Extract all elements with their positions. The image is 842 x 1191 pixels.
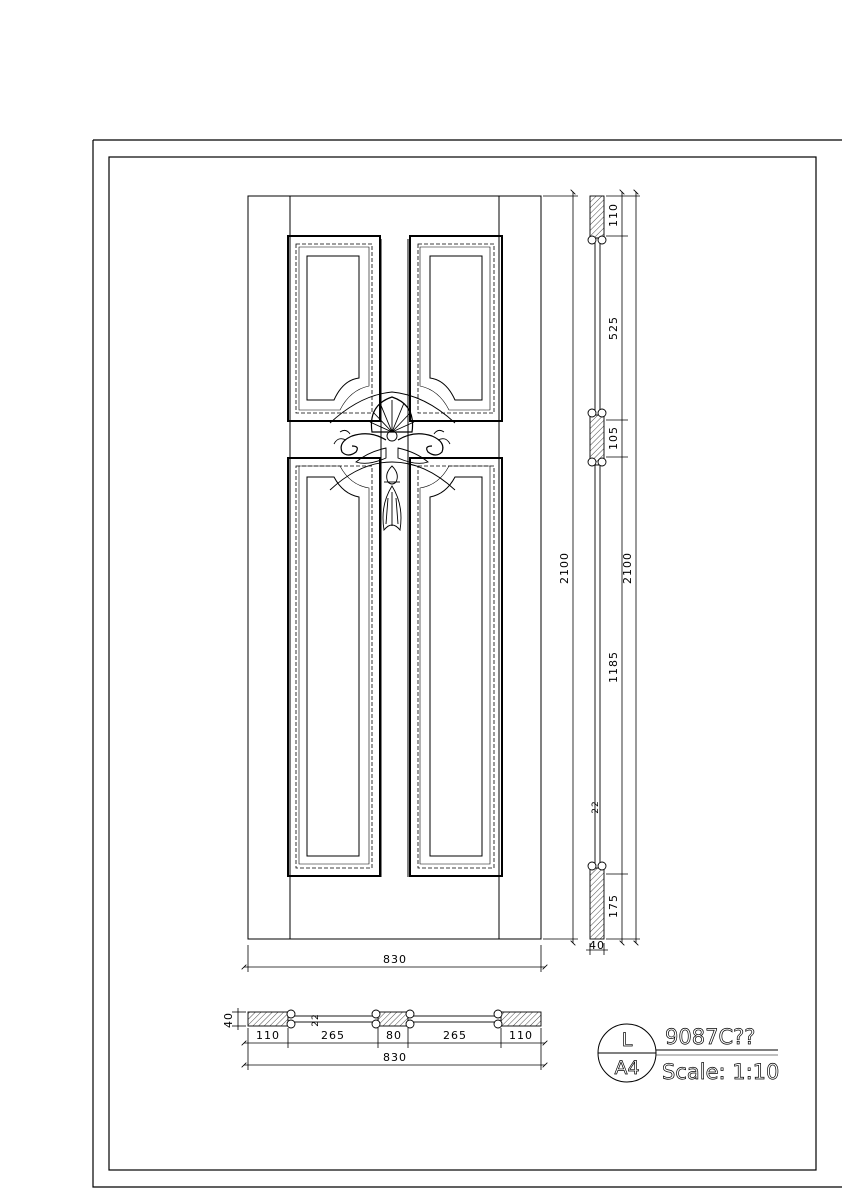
plan-panel-right-label: 265 xyxy=(443,1029,467,1042)
plan-center-stile-label: 80 xyxy=(386,1029,402,1042)
plan-stile-left-label: 110 xyxy=(256,1029,280,1042)
plan-stile-right-label: 110 xyxy=(509,1029,533,1042)
upper-left-panel xyxy=(288,236,380,421)
plan-section xyxy=(248,1010,541,1028)
lower-right-panel xyxy=(410,458,502,876)
title-circle-bottom: A4 xyxy=(614,1057,640,1079)
door-elevation xyxy=(248,196,541,939)
plan-panel-thickness-label: 22 xyxy=(311,1013,321,1027)
side-top-panel-label: 525 xyxy=(607,316,620,340)
title-circle-top: L xyxy=(621,1029,633,1051)
side-top-rail-label: 110 xyxy=(607,203,620,227)
side-door-thickness-label: 40 xyxy=(589,939,605,952)
plan-thickness-label: 40 xyxy=(222,1012,235,1028)
plan-overall-width-label: 830 xyxy=(383,1051,407,1064)
side-overall-height-label: 2100 xyxy=(621,552,634,584)
upper-right-panel xyxy=(410,236,502,421)
drawing-scale: Scale: 1:10 xyxy=(662,1060,780,1084)
side-panel-thickness-label: 22 xyxy=(591,800,601,814)
plan-panel-left-label: 265 xyxy=(321,1029,345,1042)
side-section xyxy=(588,196,606,939)
side-bottom-rail-label: 175 xyxy=(607,894,620,918)
drawing-code: 9087C?? xyxy=(665,1025,756,1049)
elevation-height-label: 2100 xyxy=(558,552,571,584)
side-mid-rail-label: 105 xyxy=(607,426,620,450)
lower-left-panel xyxy=(288,458,380,876)
side-bottom-panel-label: 1185 xyxy=(607,651,620,683)
elevation-width-label: 830 xyxy=(383,953,407,966)
